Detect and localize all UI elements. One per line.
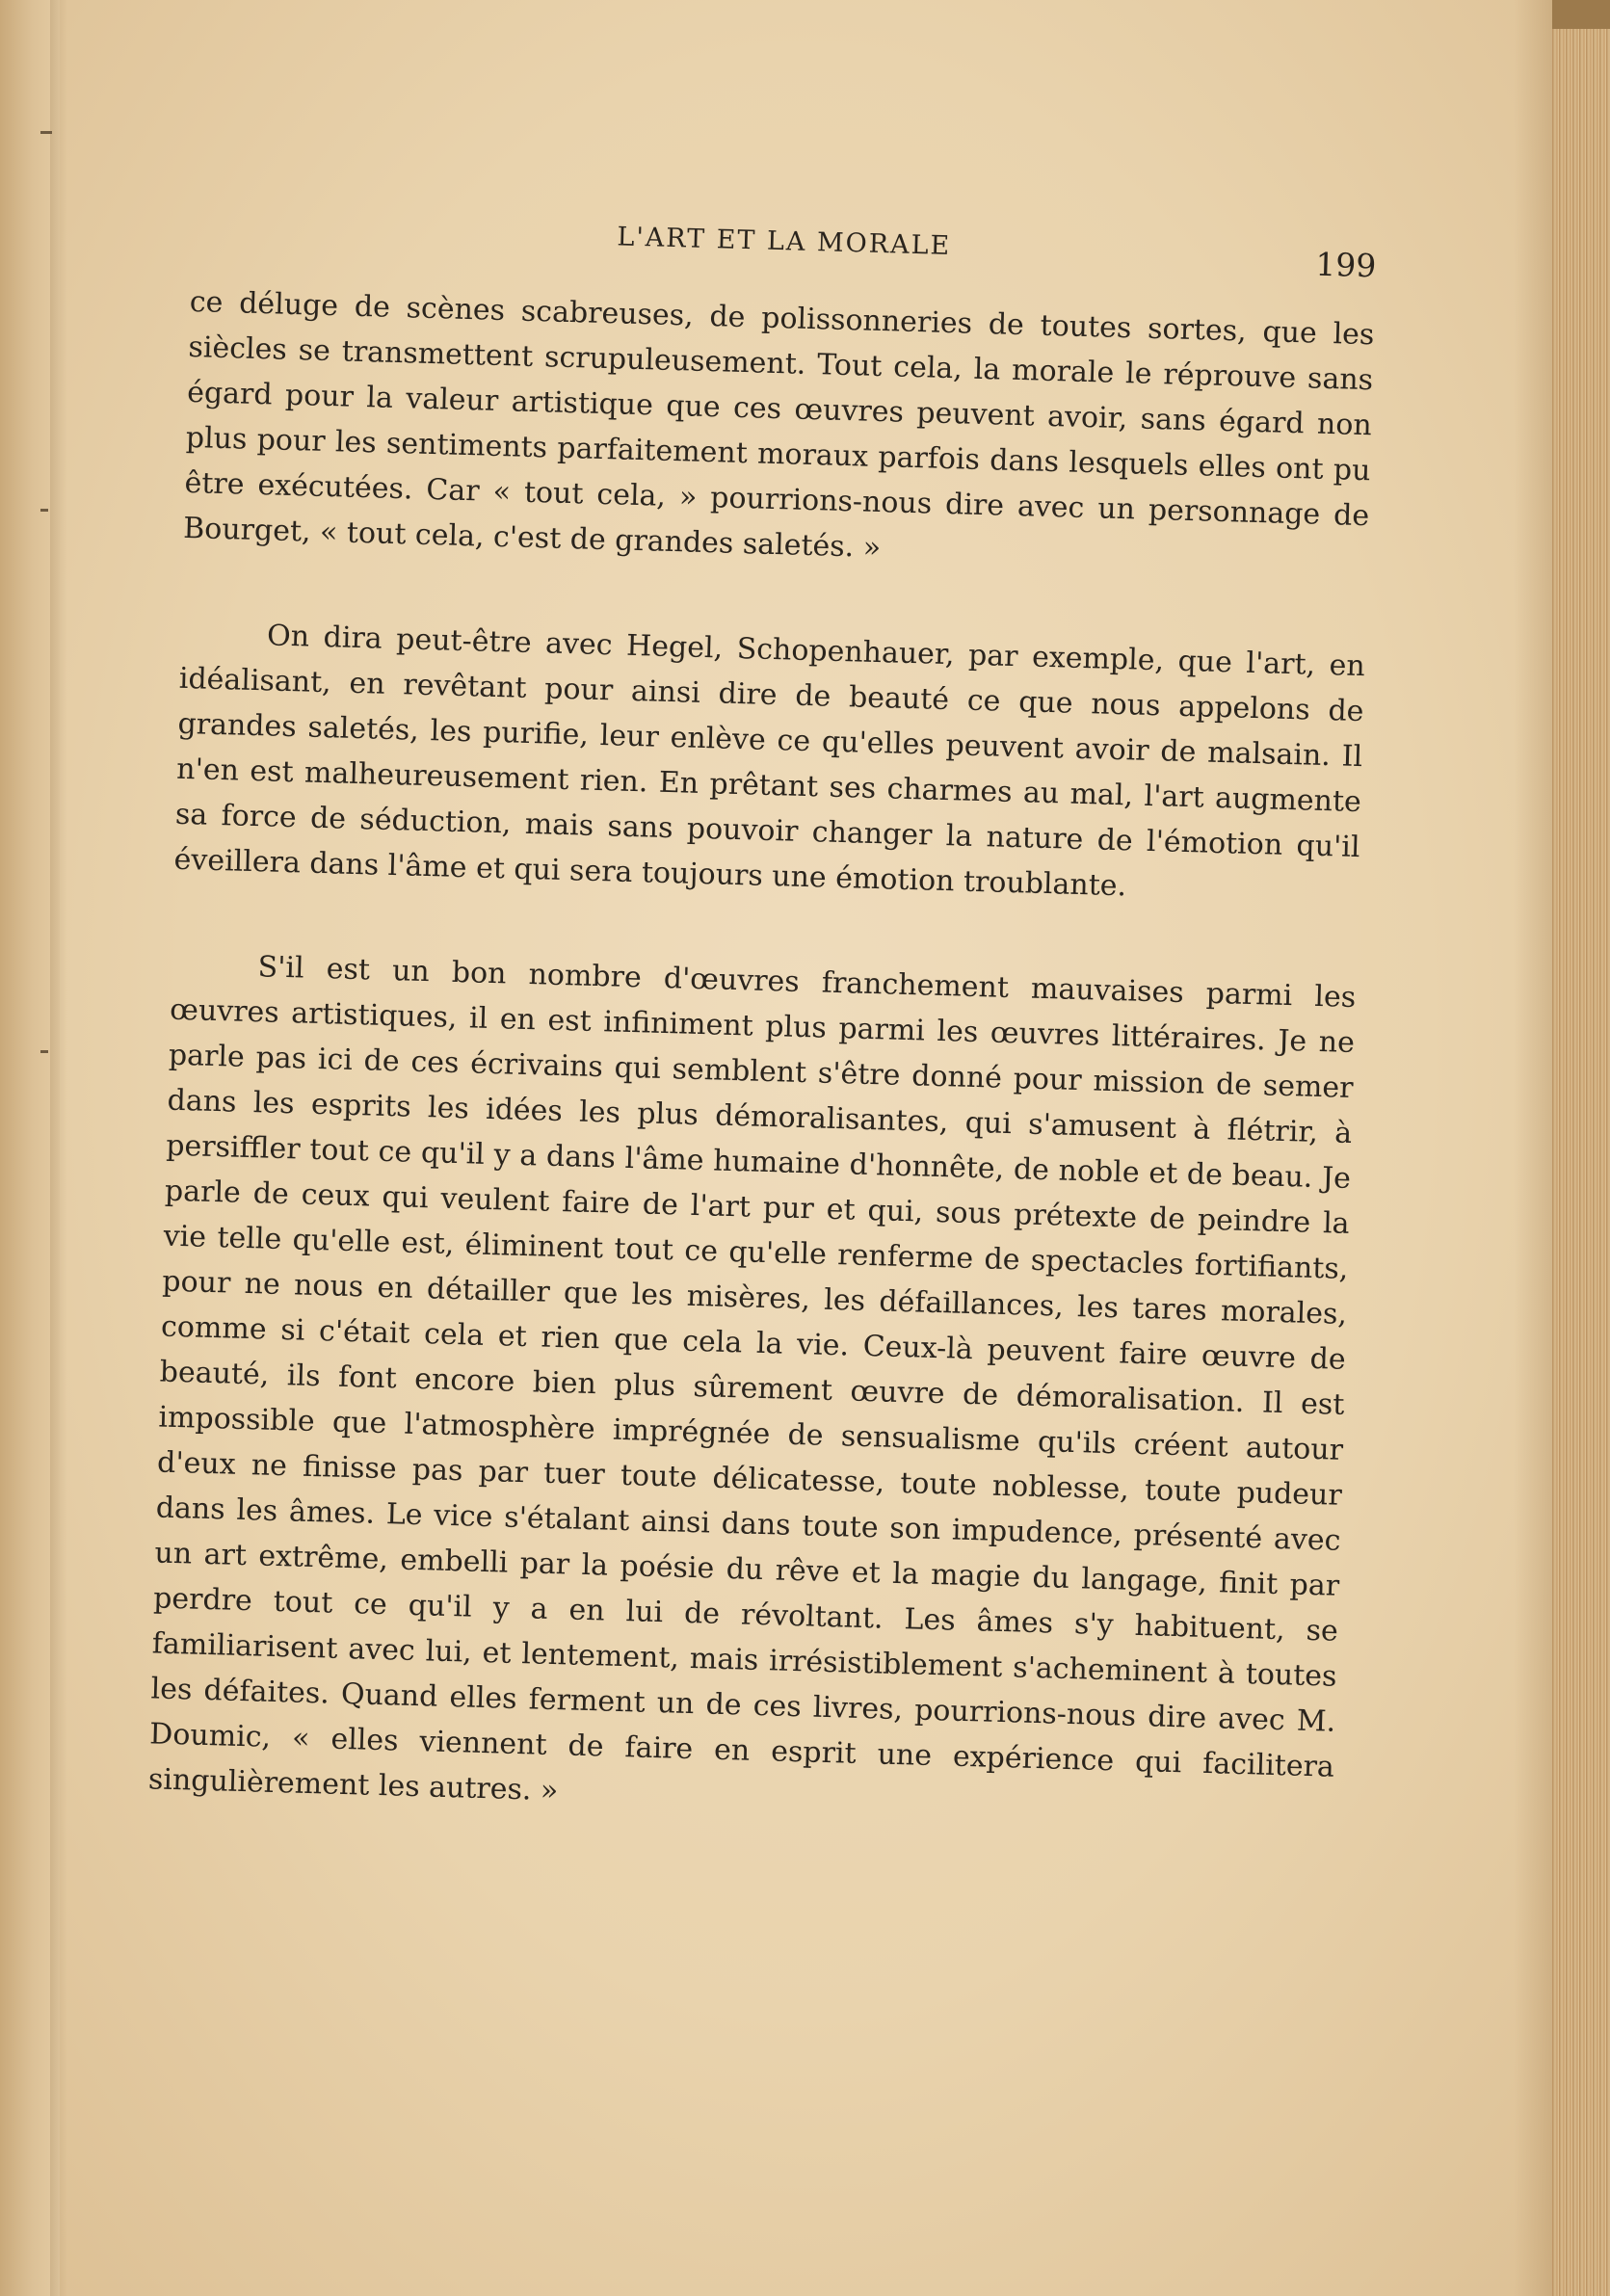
book-page: [147, 193, 1377, 1835]
paragraph-2: On dira peut-être avec Hegel, Schopenhauer, par exemple, que l'art, en idéalisant, en revêtant pour ainsi dire de beauté ce que nous appelons de grandes saletés, les purifie, leur enlève ce qu'elles peuvent avoir de malsain. Il n'en est malheureusement rien. En prêtant ses charmes au mal, l'art augmente sa force de séduction, mais sans pouvoir changer la nature de l'émotion qu'il éveillera dans l'âme et qui sera toujours une émotion troublante.: [173, 619, 1366, 904]
gutter-shadow: [50, 0, 67, 2296]
top-corner: [1552, 0, 1610, 29]
page-stack-edge: [1552, 0, 1610, 2296]
margin-mark: [40, 1050, 48, 1053]
page-shade: [1514, 0, 1552, 2296]
margin-mark: [40, 131, 52, 134]
page-number: 199: [1314, 245, 1377, 285]
running-title: L'ART ET LA MORALE: [617, 222, 952, 261]
paragraph-3: S'il est un bon nombre d'œuvres franchement mauvaises parmi les œuvres artistiques, il en est infiniment plus parmi les œuvres littéraires. Je ne parle pas ici de ces écrivains qui semblent s'être donné pour mission de semer dans les esprits les idées les plus démoralisantes, qui s'amusent à flétrir, à persiffler tout ce qu'il y a dans l'âme humaine d'honnête, de noble et de beau. Je parle de ceux qui veulent faire de l'art pur et qui, sous prétexte de peindre la vie telle qu'elle est, éliminent tout ce qu'elle renferme de spectacles fortifiants, pour ne nous en détailler que les misères, les défaillances, les tares morales, comme si c'était cela et rien que cela la vie. Ceux-là peuvent faire œuvre de beauté, ils font encore bien plus sûrement œuvre de démoralisation. Il est impossible que l'atmosphère imprégnée de sensualisme qu'ils créent autour d'eux ne finisse pas par tuer toute délicatesse, toute noblesse, toute pudeur dans les âmes. Le vice s'étalant ainsi dans toute son impudence, présenté avec un art extrême, embelli par la poésie du rêve et la magie du langage, finit par perdre tout ce qu'il y a en lui de révoltant. Les âmes s'y habituent, se familiarisent avec lui, et lentement, mais irrésistiblement s'acheminent à toutes les défaites. Quand elles ferment un de ces livres, pourrions-nous dire avec M. Doumic, « elles viennent de faire en esprit une expérience qui facilitera singulièrement les autres. »: [147, 950, 1357, 1808]
margin-mark: [40, 509, 48, 512]
paragraph-1: ce déluge de scènes scabreuses, de polissonneries de toutes sortes, que les siècles se transmettent scrupuleusement. Tout cela, la morale le réprouve sans égard pour la valeur artistique que ces œuvres peuvent avoir, sans égard non plus pour les sentiments parfaitement moraux parfois dans lesquels elles ont pu être exécutées. Car « tout cela, » pourrions-nous dire avec un personnage de Bourget, « tout cela, c'est de grandes saletés. »: [182, 284, 1375, 566]
